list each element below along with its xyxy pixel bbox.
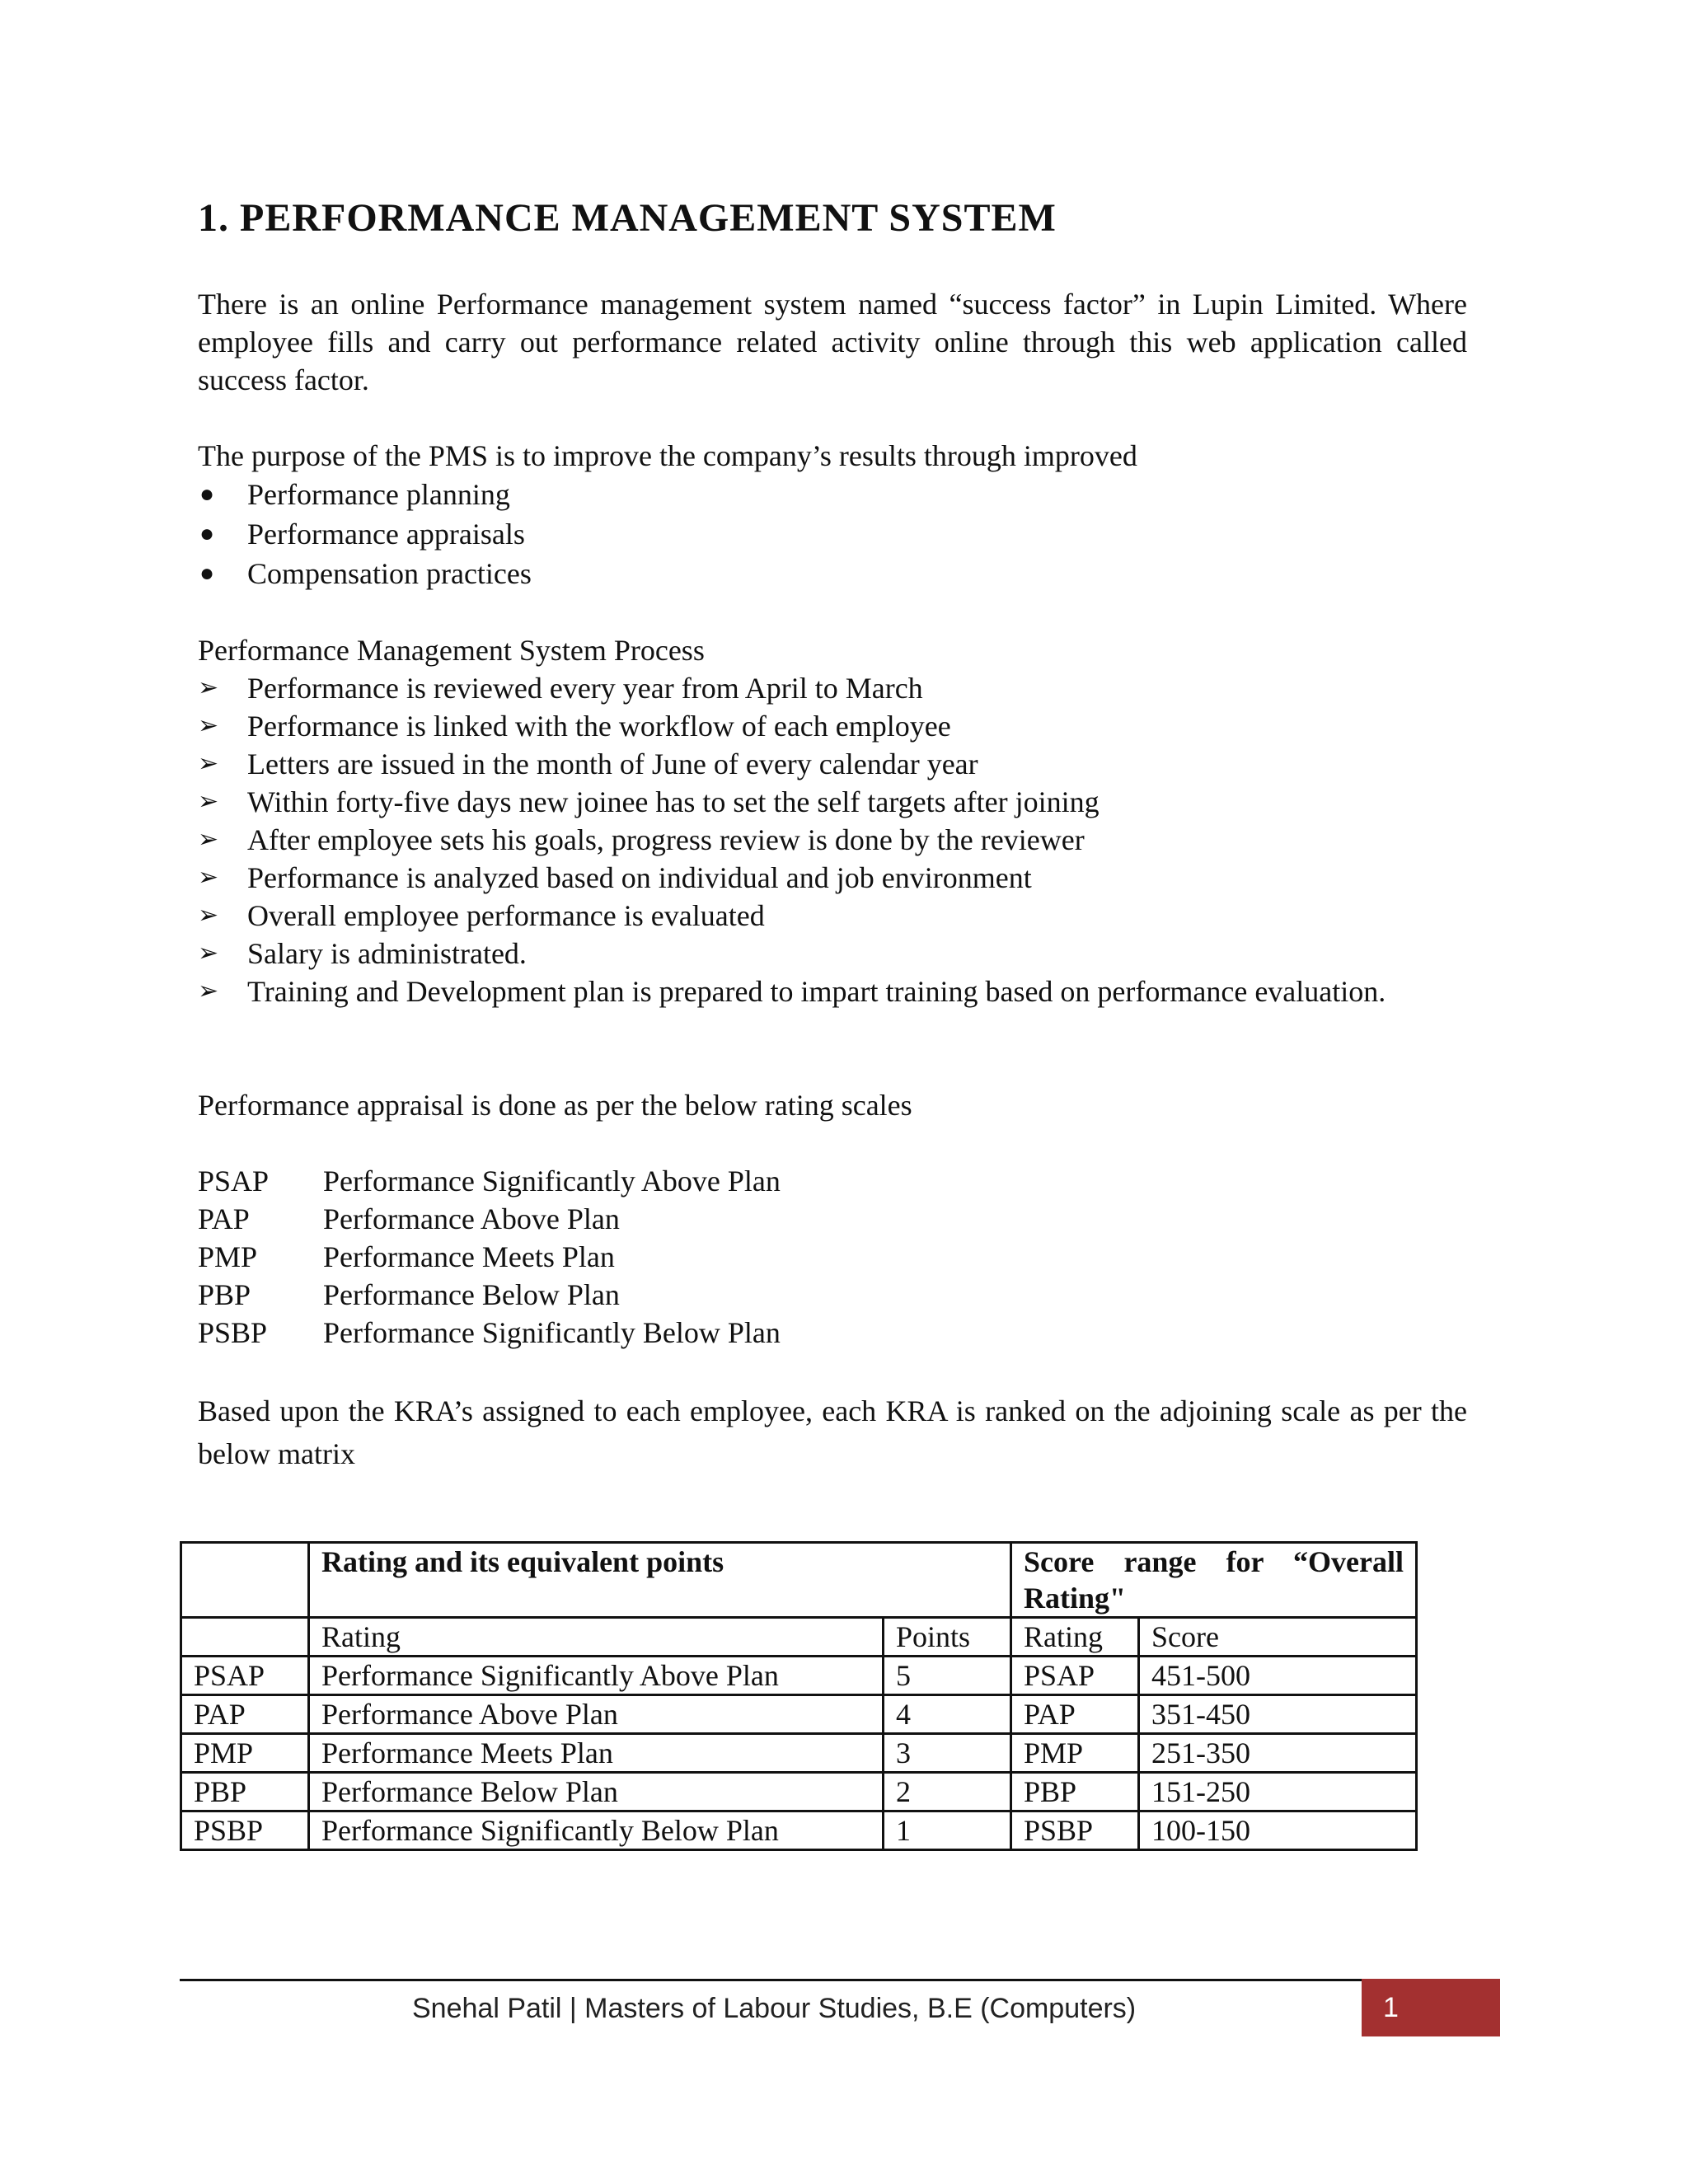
appraisal-intro: Performance appraisal is done as per the below rating scales [198,1089,912,1122]
arrow-icon: ➢ [198,977,219,1005]
kra-intro: Based upon the KRA’s assigned to each employee, each KRA is ranked on the adjoining scale as per the below matrix [198,1394,1467,1470]
page-title: 1. PERFORMANCE MANAGEMENT SYSTEM [198,196,1057,240]
scale-row: PBP Performance Below Plan [198,1278,620,1311]
arrow-icon: ➢ [198,749,219,778]
list-item: ➢ Overall employee performance is evaluated [198,897,1467,935]
table-row: PBP Performance Below Plan 2 PBP 151-250 [181,1773,1417,1811]
intro-paragraph: There is an online Performance management system named “success factor” in Lupin Limited. Where employee fills and carry out performance related activity online through this web application called success factor. [198,288,1467,396]
arrow-icon: ➢ [198,901,219,930]
empty-cell [181,1543,309,1618]
arrow-icon: ➢ [198,787,219,816]
list-item: ● Performance appraisals [198,514,1467,554]
table-subheader-row [181,1618,1417,1657]
subheader-score: Score [1139,1618,1417,1657]
footer-author: Snehal Patil | Masters of Labour Studies, B.E (Computers) [412,1993,1137,2024]
scale-row: PMP Performance Meets Plan [198,1240,615,1273]
list-item: ● Compensation practices [198,554,1467,593]
arrow-icon: ➢ [198,711,219,740]
purpose-paragraph: The purpose of the PMS is to improve the company’s results through improved [198,439,1137,472]
arrow-icon: ➢ [198,673,219,702]
list-item: ● Performance planning [198,475,1467,514]
list-item: ➢ Salary is administrated. [198,935,1467,972]
list-item: ➢ After employee sets his goals, progress review is done by the reviewer [198,821,1467,859]
list-item: ➢ Performance is reviewed every year from April to March [198,669,1467,707]
page-content [198,190,1467,1495]
bullet-icon: ● [199,520,215,547]
bullet-icon: ● [199,480,215,508]
arrow-icon: ➢ [198,863,219,892]
purpose-list [198,475,1467,593]
list-item: ➢ Training and Development plan is prepared to impart training based on performance evaluation. [198,972,1467,1010]
scale-row: PSAP Performance Significantly Above Plan [198,1165,781,1197]
rating-matrix-table [180,1541,1418,1851]
table-row: PSBP Performance Significantly Below Plan 1 PSBP 100-150 [181,1811,1417,1850]
subheader-rating: Rating [309,1618,884,1657]
table-row: PMP Performance Meets Plan 3 PMP 251-350 [181,1734,1417,1773]
table-header-row [181,1543,1417,1618]
scale-row: PAP Performance Above Plan [198,1202,620,1235]
process-list [198,669,1467,1010]
list-item: ➢ Performance is analyzed based on individual and job environment [198,859,1467,897]
header-rating-points: Rating and its equivalent points [309,1543,1011,1618]
footer-divider [180,1979,1498,1981]
scale-row: PSBP Performance Significantly Below Plan [198,1316,781,1349]
rating-scales [198,1162,781,1352]
table-row: PAP Performance Above Plan 4 PAP 351-450 [181,1695,1417,1734]
subheader-rating-2: Rating [1011,1618,1139,1657]
arrow-icon: ➢ [198,939,219,968]
list-item: ➢ Letters are issued in the month of June of every calendar year [198,745,1467,783]
list-item: ➢ Within forty-five days new joinee has to set the self targets after joining [198,783,1467,821]
table-row: PSAP Performance Significantly Above Plan 5 PSAP 451-500 [181,1657,1417,1695]
empty-cell [181,1618,309,1657]
page-number: 1 [1362,1979,1500,2036]
arrow-icon: ➢ [198,825,219,854]
header-score-range: Score range for “Overall Rating" [1011,1543,1417,1618]
process-title: Performance Management System Process [198,634,705,667]
list-item: ➢ Performance is linked with the workflow of each employee [198,707,1467,745]
bullet-icon: ● [199,560,215,587]
subheader-points: Points [884,1618,1011,1657]
